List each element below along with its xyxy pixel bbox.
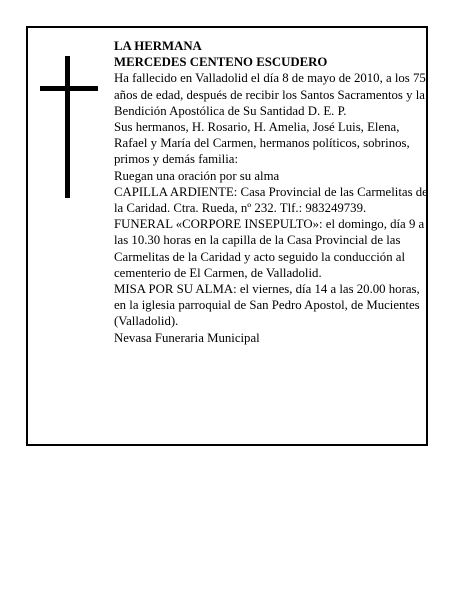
deceased-name: MERCEDES CENTENO ESCUDERO (114, 55, 328, 70)
obituary-text (114, 38, 428, 346)
cross-horizontal-bar (40, 86, 98, 91)
funeral-home: Nevasa Funeraria Municipal (114, 330, 260, 345)
prayer-request: Ruegan una oración por su alma (114, 168, 280, 183)
death-announcement: Ha fallecido en Valladolid el día 8 de mayo de 2010, a los 75 años de edad, después de recibir los Santos Sacramentos y la Bendición Apostólica de Su Santidad D. E. P. (114, 71, 426, 118)
cross-vertical-bar (65, 56, 70, 198)
funeral-info: FUNERAL «CORPORE INSEPULTO»: el domingo, día 9 a las 10.30 horas en la capilla de la Casa Provincial de las Carmelitas de la Caridad y acto seguido la conducción al cementerio de El Carmen, de Valladolid. (114, 217, 425, 280)
family-mourners: Sus hermanos, H. Rosario, H. Amelia, José Luis, Elena, Rafael y María del Carmen, hermanos políticos, sobrinos, primos y demás familia: (114, 120, 410, 167)
cross-icon (40, 56, 98, 198)
chapel-info: CAPILLA ARDIENTE: Casa Provincial de las Carmelitas de la Caridad. Ctra. Rueda, nº 232. Tlf.: 983249739. (114, 184, 428, 216)
title-line-1: LA HERMANA (114, 39, 202, 53)
mass-info: MISA POR SU ALMA: el viernes, día 14 a las 20.00 horas, en la iglesia parroquial de San Pedro Apostol, de Mucientes (Valladolid). (114, 282, 420, 329)
